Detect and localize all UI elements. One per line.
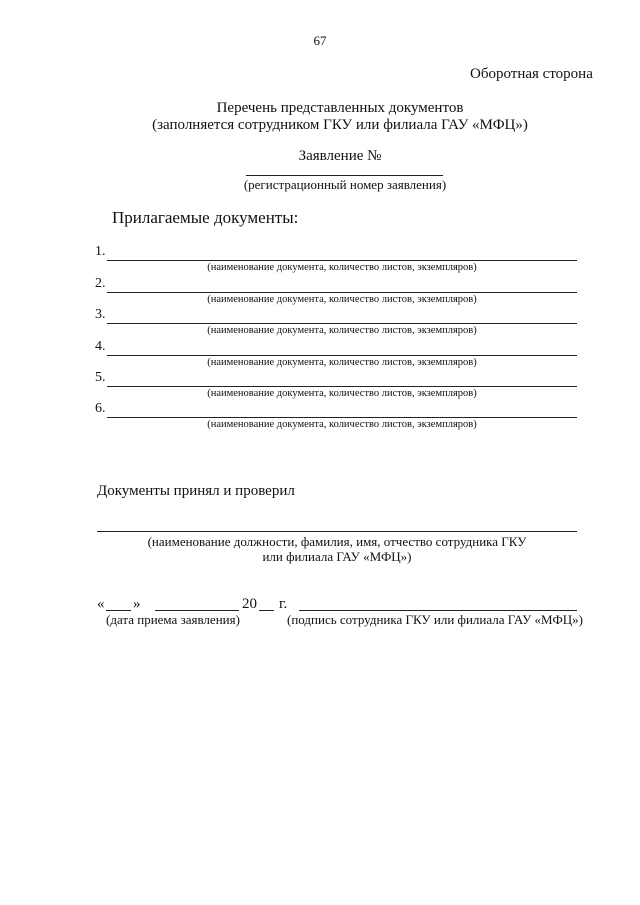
document-caption: (наименование документа, количество листов, экземпляров) xyxy=(207,325,477,336)
accepted-heading: Документы принял и проверил xyxy=(97,483,295,499)
document-number: 1. xyxy=(95,244,106,259)
document-caption: (наименование документа, количество листов, экземпляров) xyxy=(207,419,477,430)
page-number: 67 xyxy=(313,33,327,48)
date-caption: (дата приема заявления) xyxy=(106,612,240,627)
document-number: 3. xyxy=(95,307,106,322)
document-caption: (наименование документа, количество листов, экземпляров) xyxy=(207,388,477,399)
year-prefix: 20 xyxy=(242,596,257,612)
signature-field[interactable] xyxy=(299,610,577,611)
document-field[interactable] xyxy=(107,292,577,293)
application-number-caption: (регистрационный номер заявления) xyxy=(243,177,447,192)
title-line-1: Перечень представленных документов xyxy=(216,100,464,116)
attached-documents-heading: Прилагаемые документы: xyxy=(112,208,299,227)
document-field[interactable] xyxy=(107,355,577,356)
employee-caption-line-1: (наименование должности, фамилия, имя, отчество сотрудника ГКУ xyxy=(147,534,527,549)
document-title xyxy=(100,100,580,134)
document-field[interactable] xyxy=(107,386,577,387)
year-field[interactable] xyxy=(259,610,274,611)
employee-caption-line-2: или филиала ГАУ «МФЦ») xyxy=(262,549,412,564)
day-field[interactable] xyxy=(106,610,131,611)
employee-name-field[interactable] xyxy=(97,531,577,532)
document-number: 6. xyxy=(95,401,106,416)
document-number: 5. xyxy=(95,370,106,385)
document-field[interactable] xyxy=(107,417,577,418)
document-caption: (наименование документа, количество листов, экземпляров) xyxy=(207,294,477,305)
year-suffix: г. xyxy=(279,596,288,612)
document-field[interactable] xyxy=(107,323,577,324)
close-quote: » xyxy=(133,596,141,612)
document-number: 2. xyxy=(95,276,106,291)
open-quote: « xyxy=(97,596,105,612)
application-number-label: Заявление № xyxy=(298,148,382,164)
document-field[interactable] xyxy=(107,260,577,261)
document-number: 4. xyxy=(95,339,106,354)
document-caption: (наименование документа, количество листов, экземпляров) xyxy=(207,357,477,368)
application-number-field[interactable] xyxy=(246,175,443,176)
side-label: Оборотная сторона xyxy=(470,66,593,82)
title-line-2: (заполняется сотрудником ГКУ или филиала ГАУ «МФЦ») xyxy=(152,117,528,133)
employee-name-caption xyxy=(97,534,577,564)
month-field[interactable] xyxy=(155,610,239,611)
document-caption: (наименование документа, количество листов, экземпляров) xyxy=(207,262,477,273)
signature-caption: (подпись сотрудника ГКУ или филиала ГАУ «МФЦ») xyxy=(287,612,583,627)
